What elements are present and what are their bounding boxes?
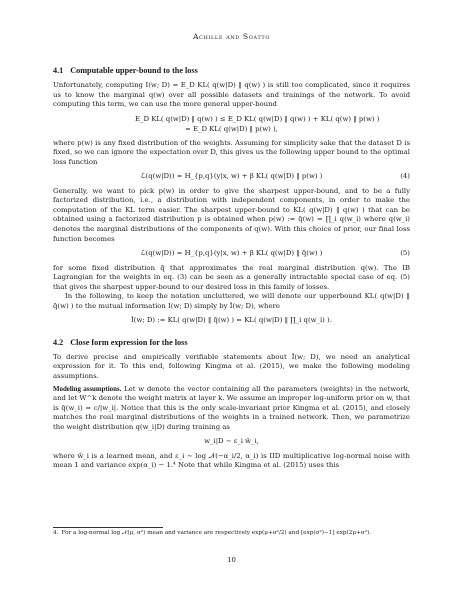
paragraph: where p(w) is any fixed distribution of the weights. Assuming for simplicity sake that the dataset D is fixed, so we can ignore the expectation over D, this gives us the following upper bound to the optimal loss function [53,138,410,166]
section-heading-4-1 [53,66,410,76]
equation-4 [53,172,410,182]
equation-number: (4) [400,172,410,181]
equation-parametrization [53,437,410,447]
equation-number: (5) [400,249,410,258]
equation-body: ℒ(q(w|D)) = H_{p,q}(y|x, w) + β KL( q(w|D) ‖ q̃(w) ) [140,249,323,258]
equation-body: w_i|D ∼ ε_i ŵ_i, [204,437,259,446]
section-heading-4-2 [53,338,410,348]
equation-5 [53,249,410,259]
paragraph: where ŵ_i is a learned mean, and ε_i ∼ log 𝒩(−α_i/2, α_i) is IID multiplicative log-normal noise with mean 1 and variance exp(α_i) − 1.⁴ Note that while Kingma et al. (2015) uses this [53,451,410,470]
section-number: 4.1 [53,66,64,75]
equation-itilde [53,316,410,326]
section-title: Computable upper-bound to the loss [70,66,198,75]
equation-body: ℒ(q(w|D)) = H_{p,q}(y|x, w) + β KL( q(w|D) ‖ p(w) ) [140,172,323,181]
footnote-mark: 4. [53,530,59,536]
footnote-rule [53,527,163,528]
paragraph-text: Let w denote the vector containing all the parameters (weights) in the network, and let W^k denote the weight matrix at layer k. We assume an improper log-uniform prior on w, that is q̃(w_i) = c/|w_i|. Notice that this is the only scale-invariant prior Kingma et al. (2015), and closely matches the real marginal distributions of the weights in a trained network. Then, we parametrize the weight distribution q(w_i|D) during training as [53,384,410,431]
section-number: 4.2 [53,337,64,347]
run-in-heading: Modeling assumptions. [53,385,122,393]
page-number: 10 [227,556,236,564]
equation-line: E_D KL( q(w|D) ‖ q(w) ) ≤ E_D KL( q(w|D) ‖ q(w) ) + KL( q(w) ‖ p(w) ) [135,114,380,123]
paragraph: To derive precise and empirically verifiable statements about Ĩ(w; D), we need an analytical expression for it. To this end, following Kingma et al. (2015), we make the following modeling assumptions. [53,352,410,381]
equation-body: Ĩ(w; D) := KL( q(w|D) ‖ q̃(w) ) = KL( q(w|D) ‖ ∏_i q(w_i) ). [131,316,332,325]
footnote-text: For a log-normal log 𝒩(μ, σ²) mean and variance are respectively exp(μ+σ²/2) and [exp(σ²)−1] exp(2μ+σ²). [61,530,372,536]
paragraph: Generally, we want to pick p(w) in order to give the sharpest upper-bound, and to be a fully factorized distribution, i.e., a distribution with independent components, in order to make the computation of the KL term easier. The sharpest upper-bound to KL( q(w|D) ‖ q(w) ) that can be obtained using a factorized distribution p is obtained when p(w) := q̃(w) = ∏_i q(w_i) where q(w_i) denotes the marginal distributions of the components of q(w). With this choice of prior, our final loss function becomes [53,186,410,243]
equation-line: = E_D KL( q(w|D) ‖ p(w) ), [185,125,278,134]
section-title: Close form expression for the loss [70,337,188,347]
paragraph: Unfortunately, computing I(w; D) = E_D KL( q(w|D) ‖ q(w) ) is still too complicated, since it requires us to know the marginal q(w) over all possible datasets and trainings of the network. To avoid computing this term, we can use the more general upper-bound [53,81,410,109]
page-content [53,66,410,471]
paragraph [53,385,410,433]
footnote [53,530,410,537]
running-head: Achille and Soatto [192,32,271,41]
paragraph: In the following, to keep the notation uncluttered, we will denote our upperbound KL( q(w|D) ‖ q̃(w) ) to the mutual information I(w; D) simply by Ĩ(w; D), where [53,292,410,310]
equation-bound [135,114,410,135]
paragraph: for some fixed distribution q̃ that approximates the real marginal distribution q(w). The IB Lagrangian for the weights in eq. (3) can be seen as a generally intractable special case of eq. (5) that gives the sharpest upper-bound to our desired loss in this family of losses. [53,263,410,291]
